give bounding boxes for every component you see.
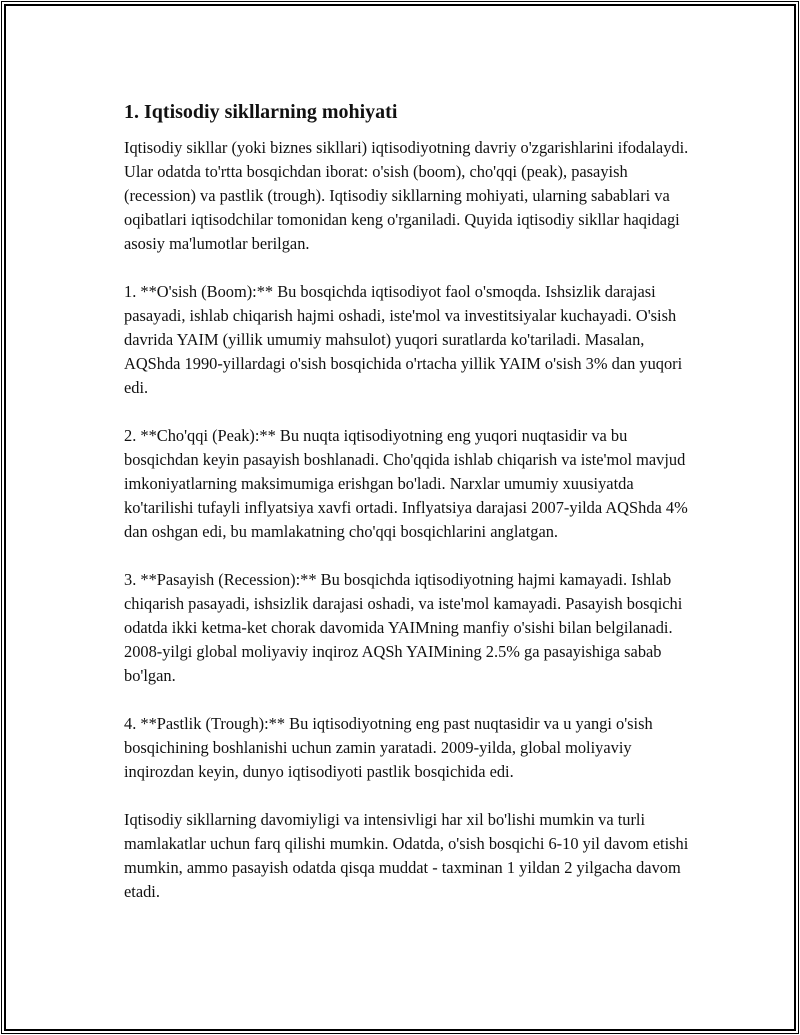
recession-paragraph: 3. **Pasayish (Recession):** Bu bosqichda iqtisodiyotning hajmi kamayadi. Ishlab chiqarish pasayadi, ishsizlik darajasi oshadi, va iste'mol kamayadi. Pasayish bosqichi odatda ikki ketma-ket chorak davomida YAIMning manfiy o'sishi bilan belgilanadi. 2008-yilgi global moliyaviy inqiroz AQSh YAIMining 2.5% ga pasayishiga sabab bo'lgan. [124,570,683,685]
conclusion-paragraph: Iqtisodiy sikllarning davomiyligi va intensivligi har xil bo'lishi mumkin va turli mamlakatlar uchun farq qilishi mumkin. Odatda, o'sish bosqichi 6-10 yil davom etishi mumkin, ammo pasayish odatda qisqa muddat - taxminan 1 yildan 2 yilgacha davom etadi. [124,810,689,901]
page-frame [4,4,796,1031]
document-body [124,98,694,928]
peak-paragraph: 2. **Cho'qqi (Peak):** Bu nuqta iqtisodiyotning eng yuqori nuqtasidir va bu bosqichdan keyin pasayish boshlanadi. Cho'qqida ishlab chiqarish va iste'mol mavjud imkoniyatlarning maksimumiga erishgan bo'ladi. Narxlar umumiy xuusiyatda ko'tarilishi tufayli inflyatsiya xavfi ortadi. Inflyatsiya darajasi 2007-yilda AQShda 4% dan oshgan edi, bu mamlakatning cho'qqi bosqichlarini anglatgan. [124,426,688,541]
trough-paragraph: 4. **Pastlik (Trough):** Bu iqtisodiyotning eng past nuqtasidir va u yangi o'sish bosqichining boshlanishi uchun zamin yaratadi. 2009-yilda, global moliyaviy inqirozdan keyin, dunyo iqtisodiyoti pastlik bosqichida edi. [124,714,653,781]
intro-paragraph: Iqtisodiy sikllar (yoki biznes sikllari) iqtisodiyotning davriy o'zgarishlarini ifodalaydi. Ular odatda to'rtta bosqichdan iborat: o'sish (boom), cho'qqi (peak), pasayish (recession) va pastlik (trough). Iqtisodiy sikllarning mohiyati, ularning sabablari va oqibatlari iqtisodchilar tomonidan keng o'rganiladi. Quyida iqtisodiy sikllar haqidagi asosiy ma'lumotlar berilgan. [124,138,689,253]
boom-paragraph: 1. **O'sish (Boom):** Bu bosqichda iqtisodiyot faol o'smoqda. Ishsizlik darajasi pasayadi, ishlab chiqarish hajmi oshadi, iste'mol va investitsiyalar kuchayadi. O'sish davrida YAIM (yillik umumiy mahsulot) yuqori suratlarda ko'tariladi. Masalan, AQShda 1990-yillardagi o'sish bosqichida o'rtacha yillik YAIM o'sish 3% dan yuqori edi. [124,282,683,397]
section-heading: 1. Iqtisodiy sikllarning mohiyati [124,101,398,123]
